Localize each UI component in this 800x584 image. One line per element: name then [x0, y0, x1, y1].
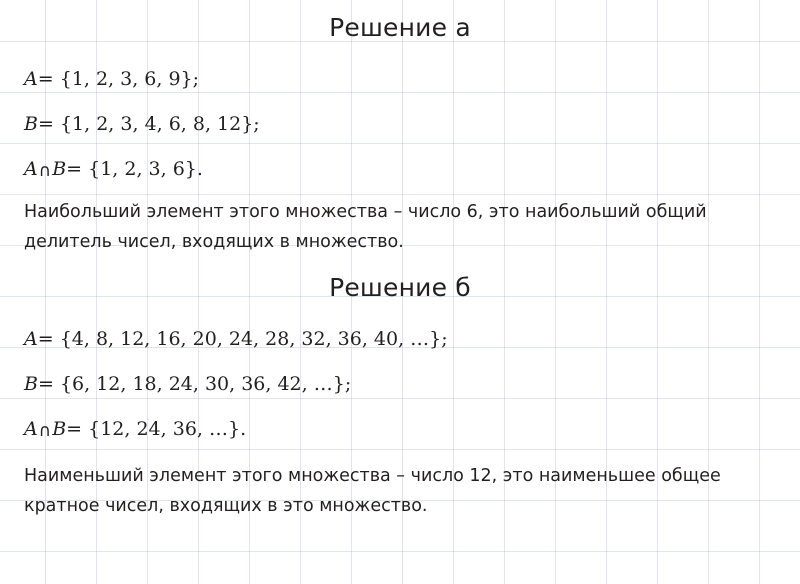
intersection-icon: ∩ [38, 161, 52, 181]
explanation-paragraph-a: Наибольший элемент этого множества – число 6, это наибольший общий делитель чисел, входящих в множество. [24, 202, 707, 253]
equals-sign: = [37, 68, 54, 90]
math-line-a-2 [24, 115, 776, 134]
set-name-b: B [24, 113, 38, 135]
equals-sign: = [66, 158, 83, 180]
equals-sign: = [37, 373, 54, 396]
math-line-b-2 [24, 375, 776, 394]
set-name-a: A [24, 418, 38, 441]
set-name-b: B [24, 373, 38, 396]
set-elements-a: {1, 2, 3, 6, 9}; [59, 68, 200, 90]
set-elements-intersection: {1, 2, 3, 6}. [88, 158, 203, 180]
math-line-a-3 [24, 160, 776, 179]
explanation-paragraph-b: Наименьший элемент этого множества – число 12, это наименьшее общее кратное чисел, входящих в это множество. [24, 466, 721, 517]
set-elements-b: {6, 12, 18, 24, 30, 36, 42, …}; [59, 373, 352, 396]
set-elements-intersection: {12, 24, 36, …}. [88, 418, 247, 441]
math-line-b-3 [24, 418, 776, 442]
set-elements-b: {1, 2, 3, 4, 6, 8, 12}; [59, 113, 260, 135]
set-name-b: B [52, 418, 67, 441]
math-line-b-1 [24, 330, 776, 349]
equals-sign: = [37, 113, 54, 135]
equals-sign: = [66, 418, 83, 441]
set-elements-a: {4, 8, 12, 16, 20, 24, 28, 32, 36, 40, …}; [59, 328, 448, 351]
set-name-a: A [24, 158, 38, 180]
set-name-b: B [52, 158, 67, 180]
section-title-a: Решение а [329, 13, 471, 42]
section-title-b: Решение б [329, 273, 471, 303]
set-name-a: A [24, 328, 38, 351]
equals-sign: = [37, 328, 54, 351]
intersection-icon: ∩ [38, 421, 52, 442]
math-line-a-1 [24, 70, 776, 89]
set-name-a: A [24, 68, 38, 90]
